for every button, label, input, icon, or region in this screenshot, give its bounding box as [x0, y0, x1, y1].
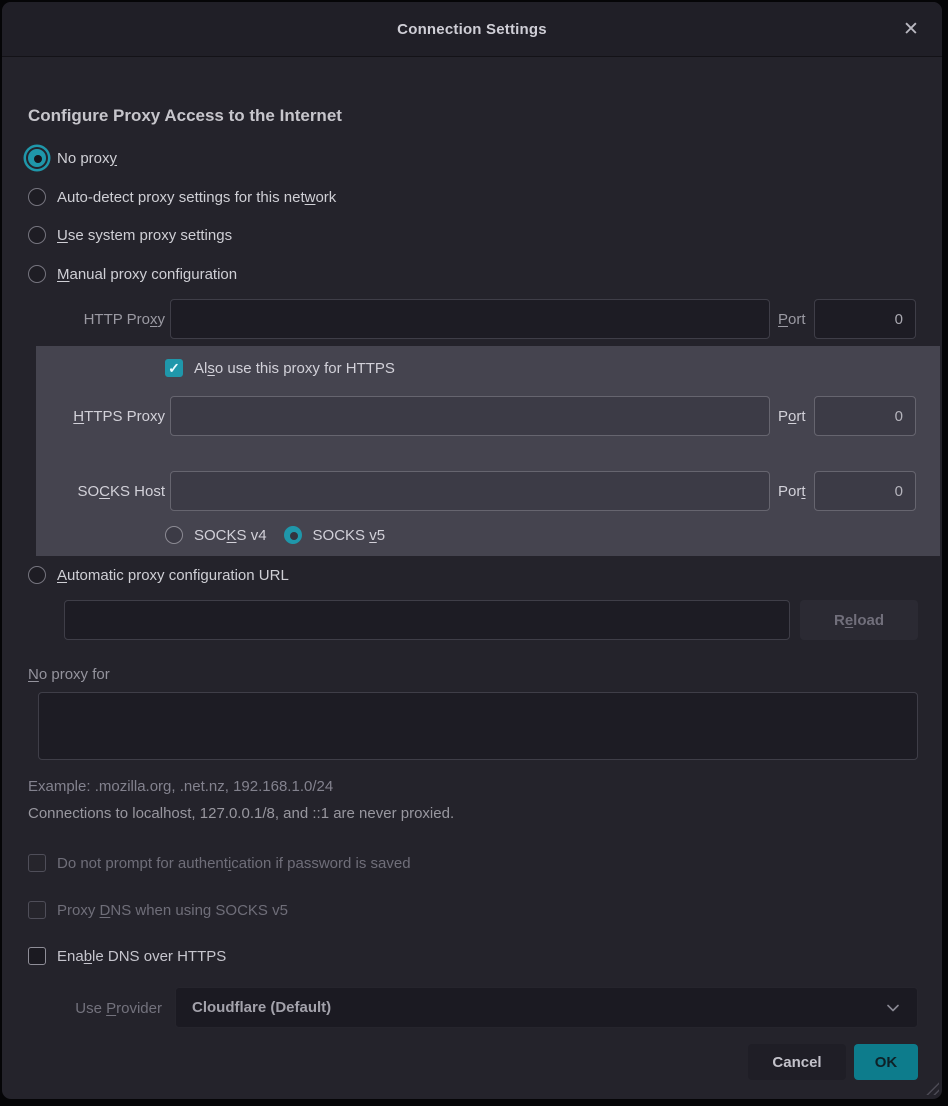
label-accesskey: w: [304, 188, 316, 206]
no-proxy-note-text: Connections to localhost, 127.0.0.1/8, and ::1 are never proxied.: [28, 805, 455, 822]
radio-row-no-proxy[interactable]: [28, 145, 117, 171]
radio-row-system-proxy[interactable]: [28, 222, 232, 248]
https-proxy-input[interactable]: [170, 396, 770, 436]
page-title: Configure Proxy Access to the Internet: [28, 106, 342, 125]
use-provider-label: [28, 997, 162, 1019]
radio-no-proxy-label[interactable]: [57, 150, 117, 167]
radio-no-proxy[interactable]: [28, 149, 46, 167]
label-accesskey: i: [227, 854, 232, 872]
http-proxy-row: [28, 299, 918, 339]
label-part: ort: [788, 310, 806, 328]
dialog-title: Connection Settings: [397, 20, 547, 38]
socks-host-label: [36, 483, 165, 500]
label-part: anual proxy configuration: [69, 265, 238, 283]
label-accesskey: U: [57, 226, 68, 244]
label-part: le DNS over HTTPS: [92, 947, 227, 965]
reload-button[interactable]: [800, 600, 918, 640]
label-accesskey: s: [207, 359, 215, 377]
ok-button[interactable]: OK: [854, 1044, 918, 1080]
connection-settings-dialog: [2, 2, 942, 1099]
label-part: P: [778, 407, 789, 425]
label-accesskey: v: [369, 526, 377, 544]
also-https-label[interactable]: [194, 360, 395, 377]
label-part: cation if password is saved: [231, 854, 411, 872]
label-part: Use: [75, 999, 107, 1017]
radio-auto-detect[interactable]: [28, 188, 46, 206]
radio-manual-proxy-label[interactable]: [57, 266, 237, 283]
http-proxy-label: [28, 311, 165, 328]
provider-dropdown[interactable]: [175, 987, 918, 1028]
label-accesskey: M: [57, 265, 70, 283]
label-part: Auto-detect proxy settings for this net: [57, 188, 305, 206]
https-port-input[interactable]: [814, 396, 916, 436]
auto-url-input[interactable]: [64, 600, 790, 640]
enable-doh-label[interactable]: [57, 948, 226, 965]
radio-row-auto-url[interactable]: [28, 562, 289, 588]
label-part: rovider: [116, 999, 162, 1017]
label-part: NS when using SOCKS v5: [110, 901, 288, 919]
checkbox-also-https[interactable]: ✓: [165, 359, 183, 377]
label-part: Do not prompt for authent: [57, 854, 228, 872]
radio-auto-detect-label[interactable]: [57, 189, 336, 206]
dialog-titlebar: [2, 2, 942, 57]
checkbox-proxy-dns: [28, 901, 46, 919]
label-part: Ena: [57, 947, 84, 965]
label-accesskey: x: [150, 310, 158, 328]
proxy-dns-label: [57, 902, 288, 919]
radio-socks-v4-label[interactable]: [194, 527, 267, 544]
label-part: SOCKS: [312, 526, 370, 544]
radio-row-auto-detect[interactable]: [28, 184, 336, 210]
label-part: Por: [778, 482, 802, 500]
enable-doh-row[interactable]: [28, 944, 226, 968]
radio-row-manual-proxy[interactable]: [28, 261, 237, 287]
label-part: TTPS Proxy: [84, 407, 165, 425]
http-proxy-input[interactable]: [170, 299, 770, 339]
radio-auto-url-label[interactable]: [57, 567, 289, 584]
label-accesskey: A: [57, 566, 68, 584]
resize-grip-icon[interactable]: [923, 1079, 939, 1095]
also-https-row[interactable]: [165, 357, 395, 379]
label-accesskey: t: [801, 482, 806, 500]
label-accesskey: y: [109, 149, 118, 167]
radio-socks-v5[interactable]: [284, 526, 302, 544]
label-part: SOC: [194, 526, 227, 544]
http-port-label: [778, 311, 814, 328]
socks-version-row: [165, 524, 385, 546]
no-prompt-auth-label: [57, 855, 411, 872]
label-part: SO: [77, 482, 100, 500]
https-proxy-row: [36, 396, 926, 436]
cancel-button[interactable]: Cancel: [748, 1044, 846, 1080]
no-proxy-example-text: Example: .mozilla.org, .net.nz, 192.168.1.0/24: [28, 778, 334, 795]
http-port-input[interactable]: [814, 299, 916, 339]
label-accesskey: N: [28, 665, 39, 683]
radio-socks-v4[interactable]: [165, 526, 183, 544]
https-proxy-label: [36, 408, 165, 425]
radio-system-proxy[interactable]: [28, 226, 46, 244]
label-part: y: [157, 310, 165, 328]
provider-selected-value: Cloudflare (Default): [192, 999, 332, 1016]
radio-auto-url[interactable]: [28, 566, 46, 584]
socks-host-row: [36, 471, 926, 511]
label-accesskey: P: [778, 310, 789, 328]
checkbox-enable-doh[interactable]: [28, 947, 46, 965]
label-part: 5: [376, 526, 386, 544]
label-accesskey: C: [99, 482, 110, 500]
socks-port-label: [778, 483, 814, 500]
label-accesskey: b: [83, 947, 93, 965]
checkbox-no-prompt-auth: [28, 854, 46, 872]
label-part: se system proxy settings: [67, 226, 233, 244]
no-proxy-for-textarea[interactable]: [38, 692, 918, 760]
label-part: rt: [796, 407, 806, 425]
no-proxy-for-label: [28, 663, 110, 685]
label-accesskey: D: [99, 901, 111, 919]
proxy-dns-row: [28, 898, 288, 922]
label-accesskey: o: [788, 407, 797, 425]
label-accesskey: H: [73, 407, 85, 425]
label-accesskey: K: [226, 526, 237, 544]
radio-socks-v5-label[interactable]: [313, 527, 386, 544]
label-part: o proxy for: [38, 665, 110, 683]
label-part: Proxy: [57, 901, 100, 919]
label-part: KS Host: [109, 482, 165, 500]
label-part: S v4: [236, 526, 267, 544]
label-part: utomatic proxy configuration URL: [67, 566, 289, 584]
no-prompt-auth-row: [28, 851, 411, 875]
radio-system-proxy-label[interactable]: [57, 227, 232, 244]
highlighted-section: [36, 346, 940, 556]
label-part: load: [853, 611, 885, 629]
label-accesskey: P: [106, 999, 117, 1017]
label-part: o use this proxy for HTTPS: [214, 359, 395, 377]
socks-port-input[interactable]: [814, 471, 916, 511]
socks-host-input[interactable]: [170, 471, 770, 511]
close-icon[interactable]: ✕: [903, 18, 919, 40]
radio-manual-proxy[interactable]: [28, 265, 46, 283]
label-part: R: [833, 611, 845, 629]
https-port-label: [778, 408, 814, 425]
label-accesskey: e: [844, 611, 854, 629]
label-part: No prox: [57, 149, 110, 167]
label-part: HTTP Pro: [83, 310, 150, 328]
chevron-down-icon: [885, 1000, 901, 1016]
label-part: Al: [194, 359, 208, 377]
label-part: ork: [315, 188, 337, 206]
